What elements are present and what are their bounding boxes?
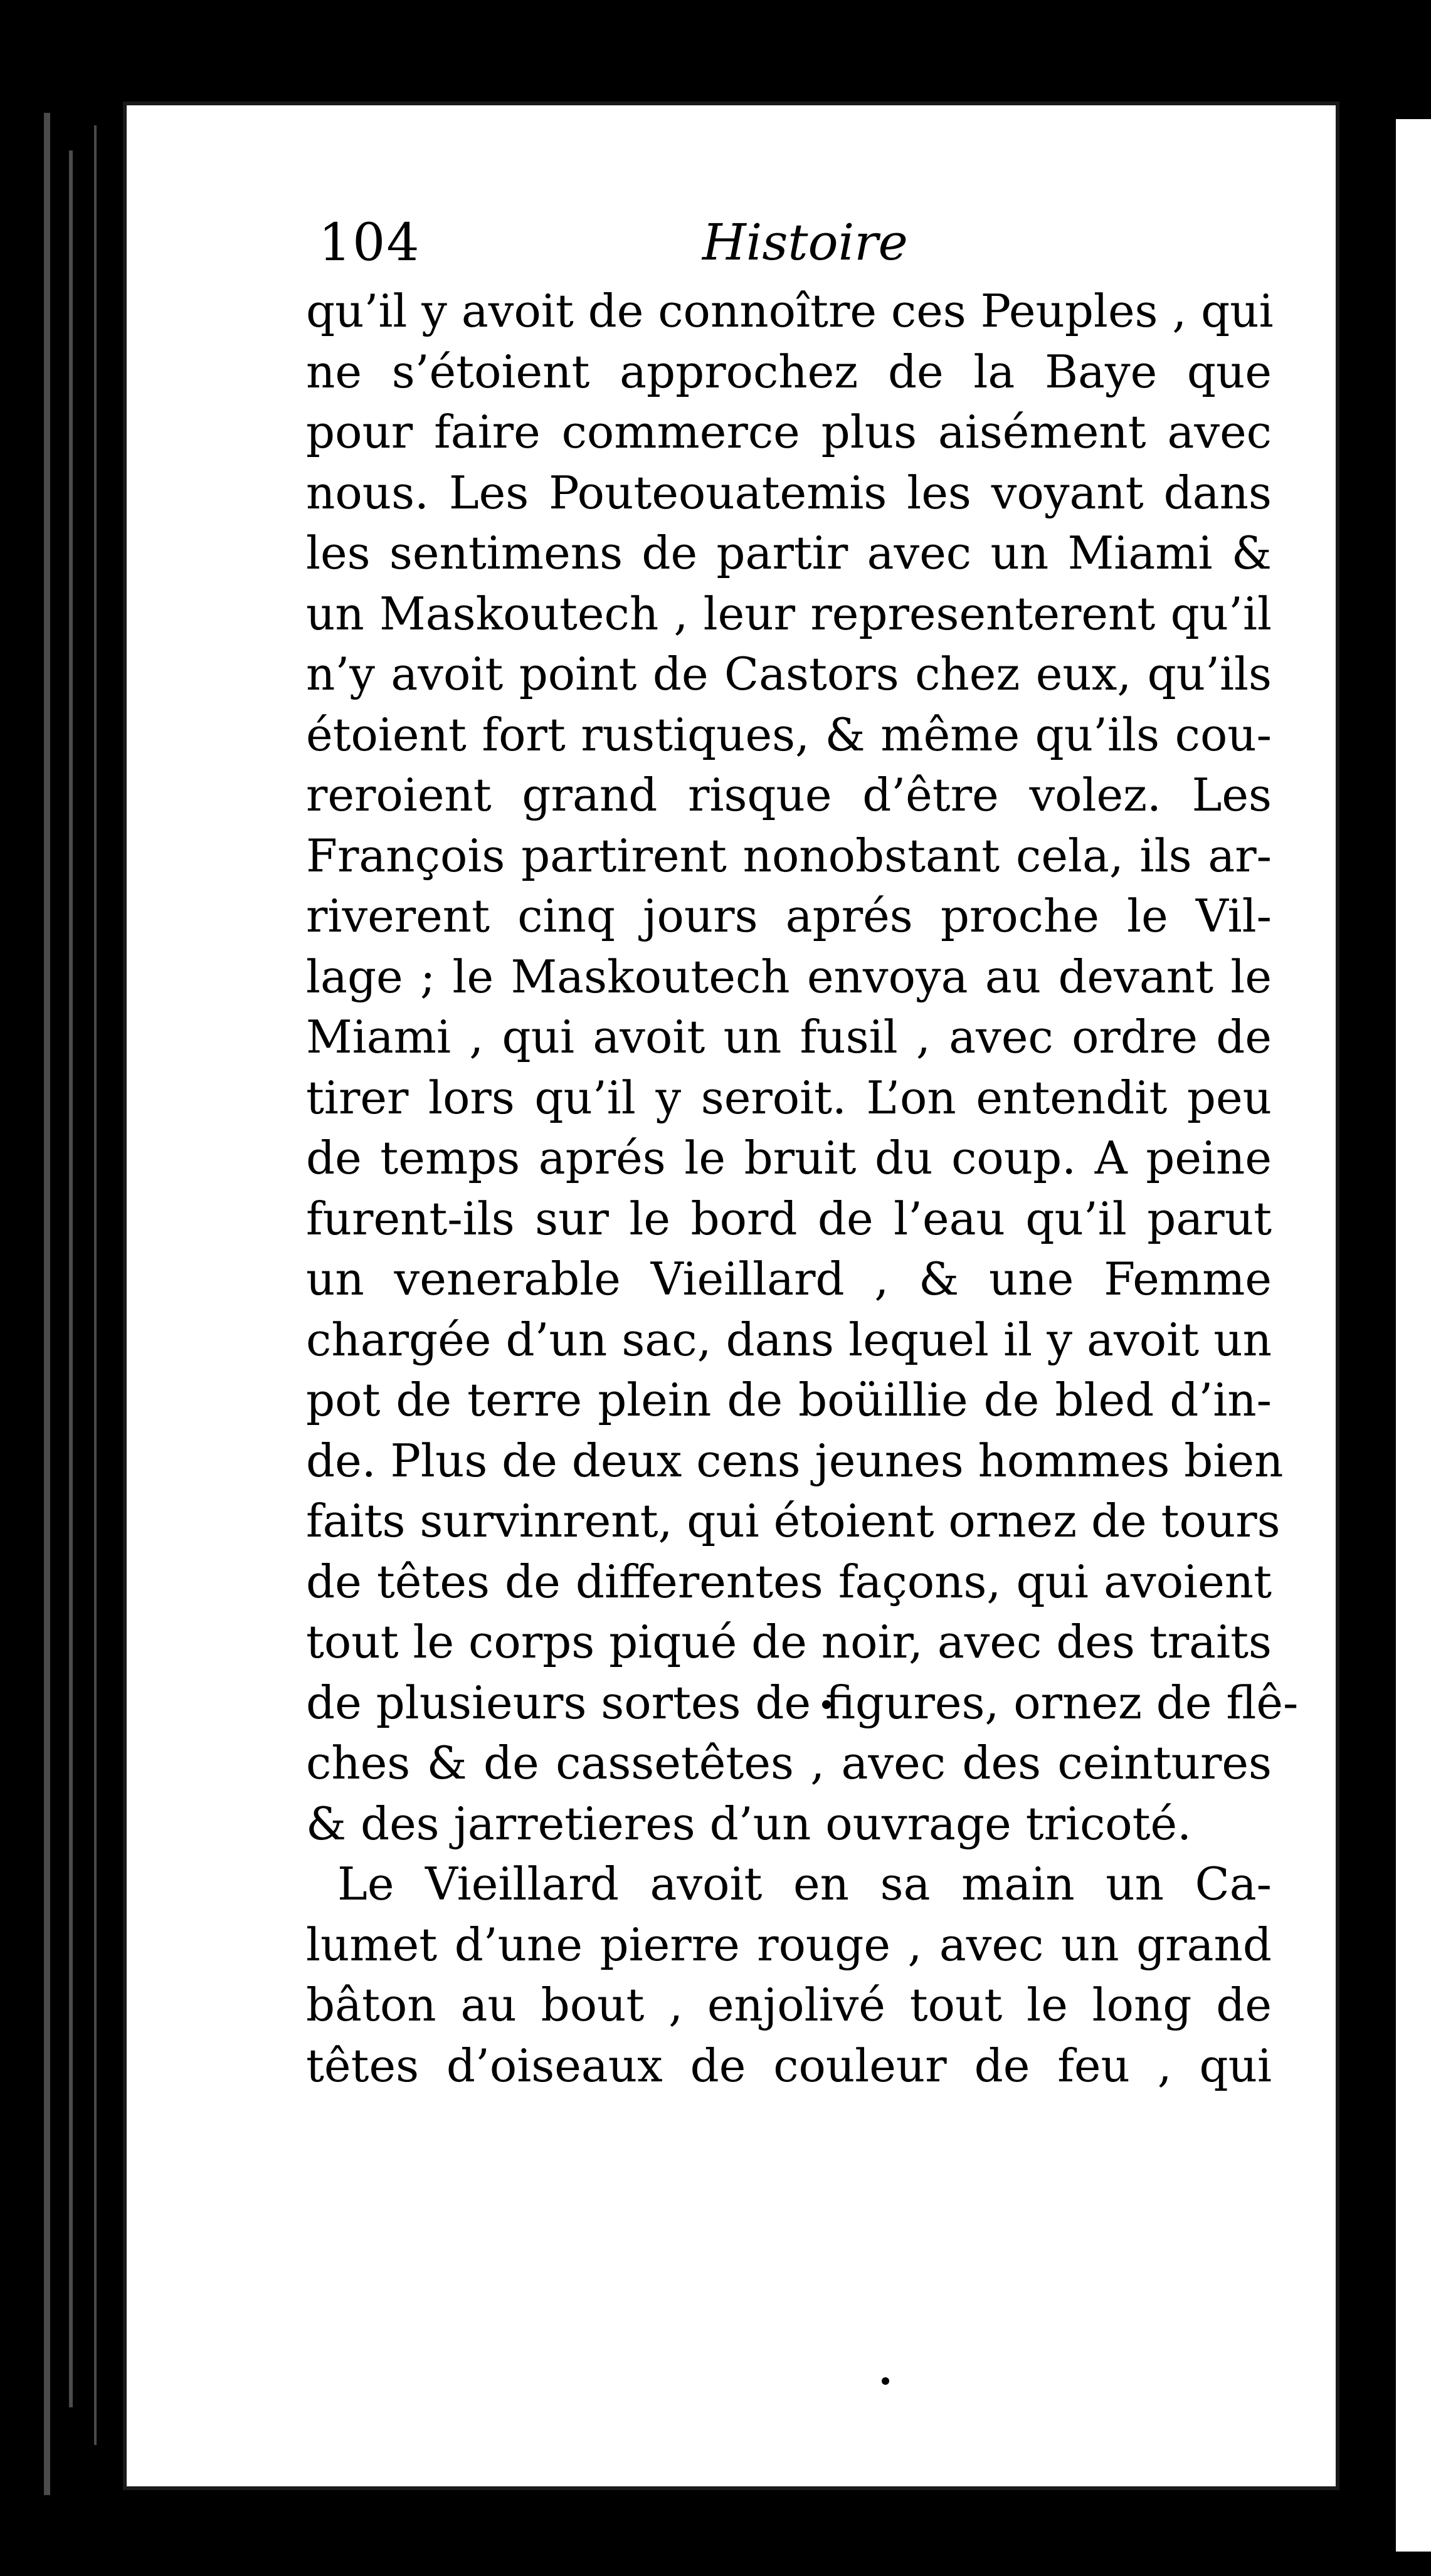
- text-line: & des jarretieres d’un ouvrage tricoté.: [306, 1797, 1192, 1850]
- text-line: n’y avoit point de Castors chez eux, qu’ils: [306, 648, 1272, 700]
- text-line: pour faire commerce plus aisément avec: [306, 406, 1272, 458]
- text-line: reroient grand risque d’être volez. Les: [306, 769, 1272, 821]
- text-line: Miami , qui avoit un fusil , avec ordre de: [306, 1011, 1272, 1063]
- text-line: Le Vieillard avoit en sa main un Ca-: [337, 1858, 1272, 1910]
- text-line: les sentimens de partir avec un Miami &: [306, 527, 1272, 579]
- text-line: tirer lors qu’il y seroit. L’on entendit peu: [306, 1071, 1272, 1124]
- text-line: nous. Les Pouteouatemis les voyant dans: [306, 466, 1272, 519]
- text-line: chargée d’un sac, dans lequel il y avoit un: [306, 1313, 1272, 1366]
- page-text: [306, 207, 1299, 2096]
- text-line: ne s’étoient approchez de la Baye que: [306, 345, 1272, 398]
- gutter-streak: [44, 113, 50, 2495]
- text-line: de. Plus de deux cens jeunes hommes bien: [306, 1434, 1284, 1487]
- text-line: de plusieurs sortes de figures, ornez de flê-: [306, 1676, 1299, 1729]
- text-line: faits survinrent, qui étoient ornez de tours: [306, 1495, 1281, 1547]
- text-line: pot de terre plein de boüillie de bled d’in-: [306, 1374, 1272, 1426]
- text-line: têtes d’oiseaux de couleur de feu , qui: [306, 2039, 1272, 2092]
- ink-speck: [882, 2377, 889, 2385]
- text-line: François partirent nonobstant cela, ils ar-: [306, 829, 1272, 882]
- text-line: riverent cinq jours aprés proche le Vil-: [306, 890, 1272, 942]
- page-number: 104: [319, 213, 421, 273]
- text-line: de têtes de differentes façons, qui avoient: [306, 1555, 1272, 1608]
- text-line: ches & de cassetêtes , avec des ceintures: [306, 1737, 1272, 1789]
- text-line: lage ; le Maskoutech envoya au devant le: [306, 950, 1272, 1003]
- adjacent-page-edge: [1391, 119, 1431, 2552]
- text-line: étoient fort rustiques, & même qu’ils cou-: [306, 708, 1272, 761]
- gutter-streak: [69, 150, 73, 2407]
- gutter-streak: [94, 125, 97, 2445]
- text-line: de temps aprés le bruit du coup. A peine: [306, 1132, 1272, 1184]
- text-line: bâton au bout , enjolivé tout le long de: [306, 1979, 1272, 2031]
- page-header: [306, 207, 1284, 281]
- running-title: Histoire: [702, 213, 908, 271]
- text-line: un Maskoutech , leur representerent qu’il: [306, 587, 1272, 640]
- text-line: lumet d’une pierre rouge , avec un grand: [306, 1918, 1272, 1971]
- text-line: tout le corps piqué de noir, avec des traits: [306, 1616, 1272, 1668]
- text-line: un venerable Vieillard , & une Femme: [306, 1253, 1272, 1305]
- text-line: qu’il y avoit de connoître ces Peuples , qui: [306, 285, 1274, 337]
- text-line: furent-ils sur le bord de l’eau qu’il parut: [306, 1192, 1272, 1245]
